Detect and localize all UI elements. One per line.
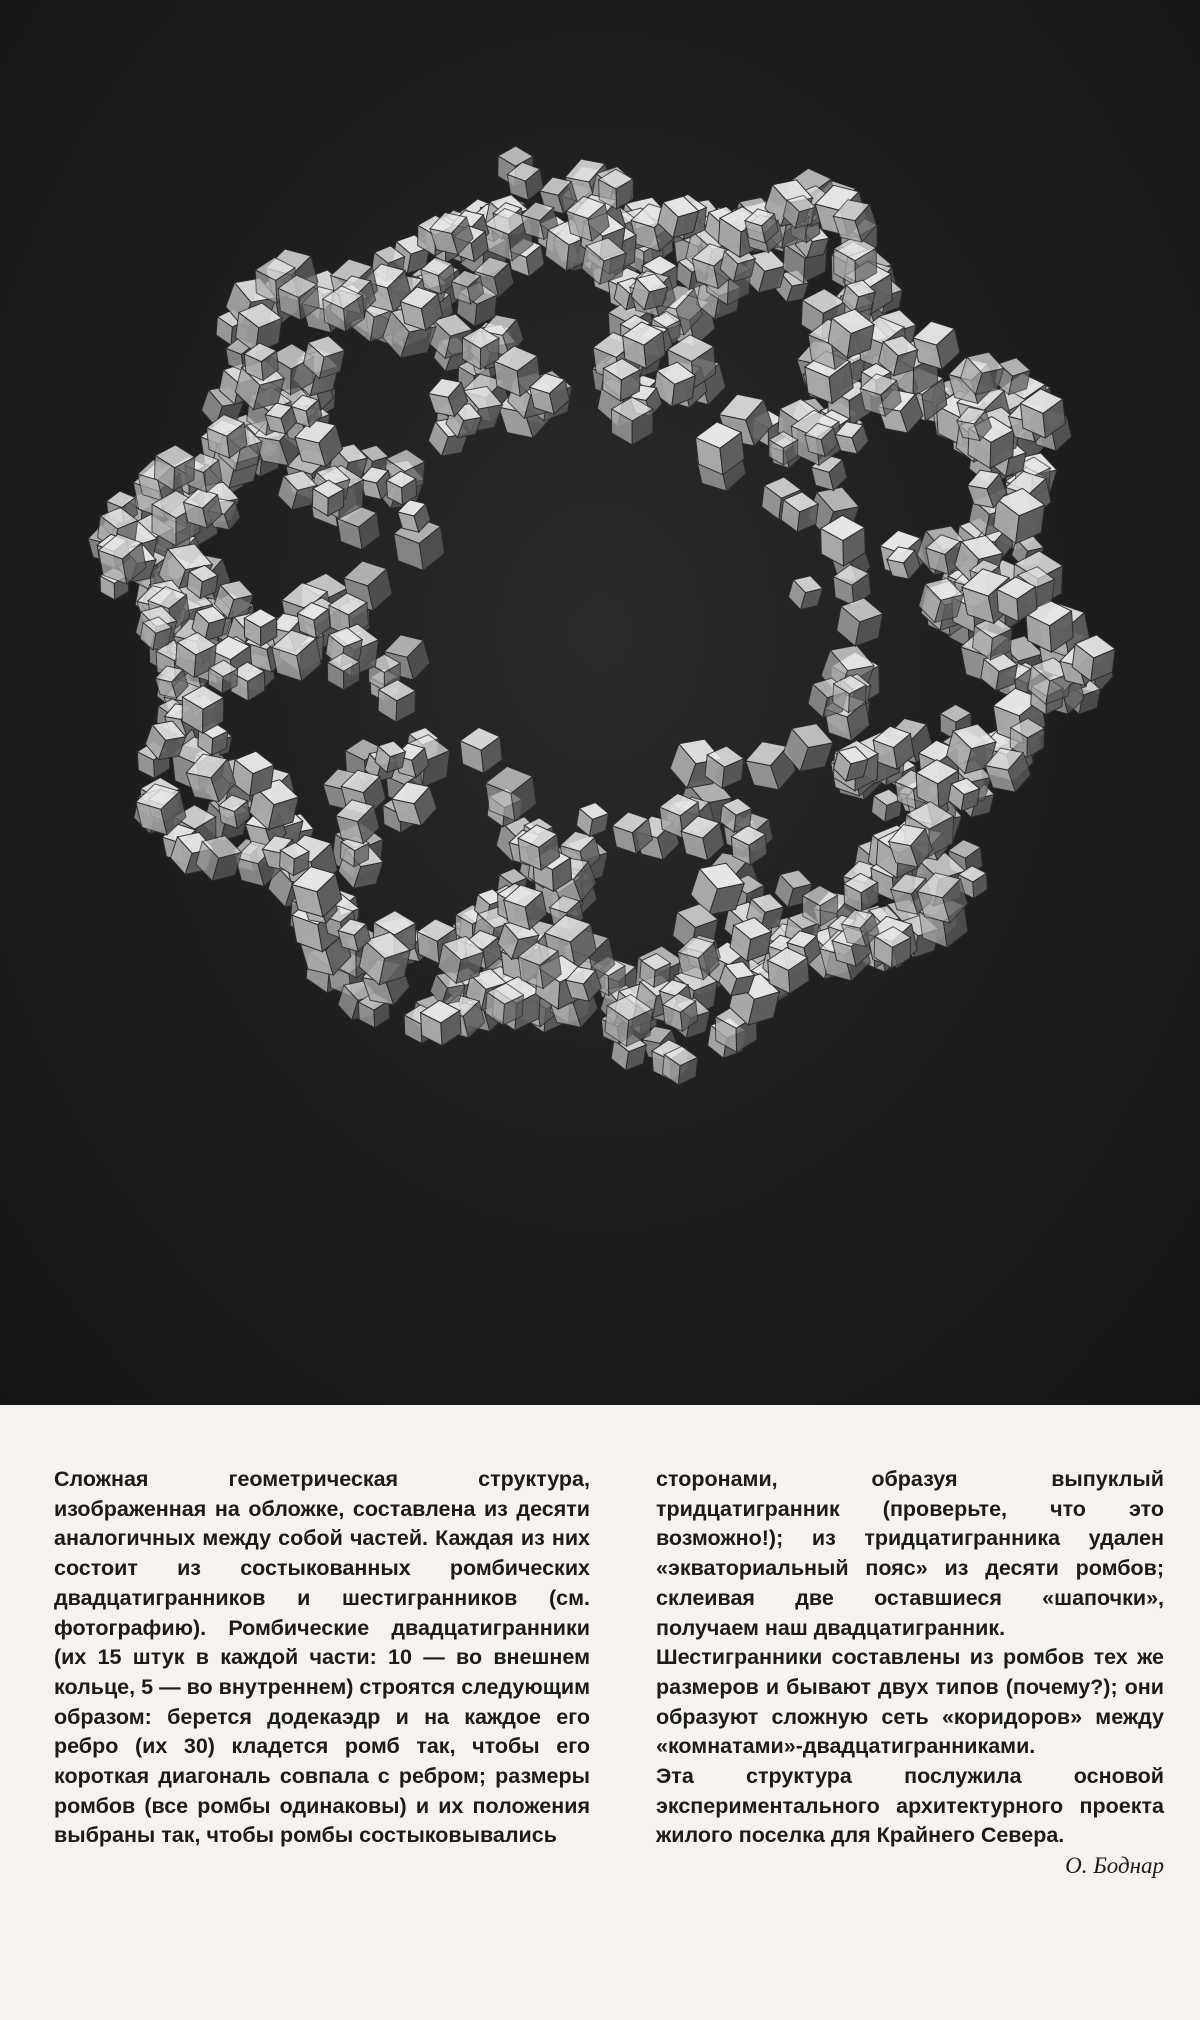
author-signature: О. Боднар: [1065, 1853, 1164, 1879]
rhombic-solid: [459, 725, 503, 775]
article-text: [54, 1465, 1164, 1925]
rhombic-solid: [786, 571, 825, 614]
paragraph-2: Шестигранники составлены из ромбов тех же размеров и бывают двух типов (почему?); они образуют сложную сеть «коридоров» между «комнатами»-двадцатигранниками.: [656, 1645, 1164, 1759]
text-column-left: [54, 1465, 590, 1925]
paragraph-3: Эта структура послужила основой экспериментального архитектурного проекта жилого поселка для Крайнего Севера.: [656, 1764, 1164, 1848]
paragraph-1-continued: сторонами, образуя выпуклый тридцатигранник (проверьте, что это возможно!); из тридцатигранника удален «экваториальный пояс» из десяти ромбов; склеивая две оставшиеся «шапочки», получаем наш двадцатигранник.: [656, 1467, 1164, 1640]
rhombic-solid: [834, 594, 885, 650]
paragraph-1: Сложная геометрическая структура, изображенная на обложке, составлена из десяти аналогичных между собой частей. Каждая из них состоит из состыкованных ромбических двадцатигранников и шестигранников (см. фотографию). Ромбические двадцатигранники (их 15 штук в каждой части: 10 — во внешнем кольце, 5 — во внутреннем) строятся следующим образом: берется додекаэдр и на каждое его ребро (их 30) кладется ромб так, чтобы его короткая диагональ совпала с ребром; размеры ромбов (все ромбы одинаковы) и их положения выбраны так, чтобы ромбы состыковывались: [54, 1467, 590, 1848]
text-column-right: [656, 1465, 1164, 1925]
